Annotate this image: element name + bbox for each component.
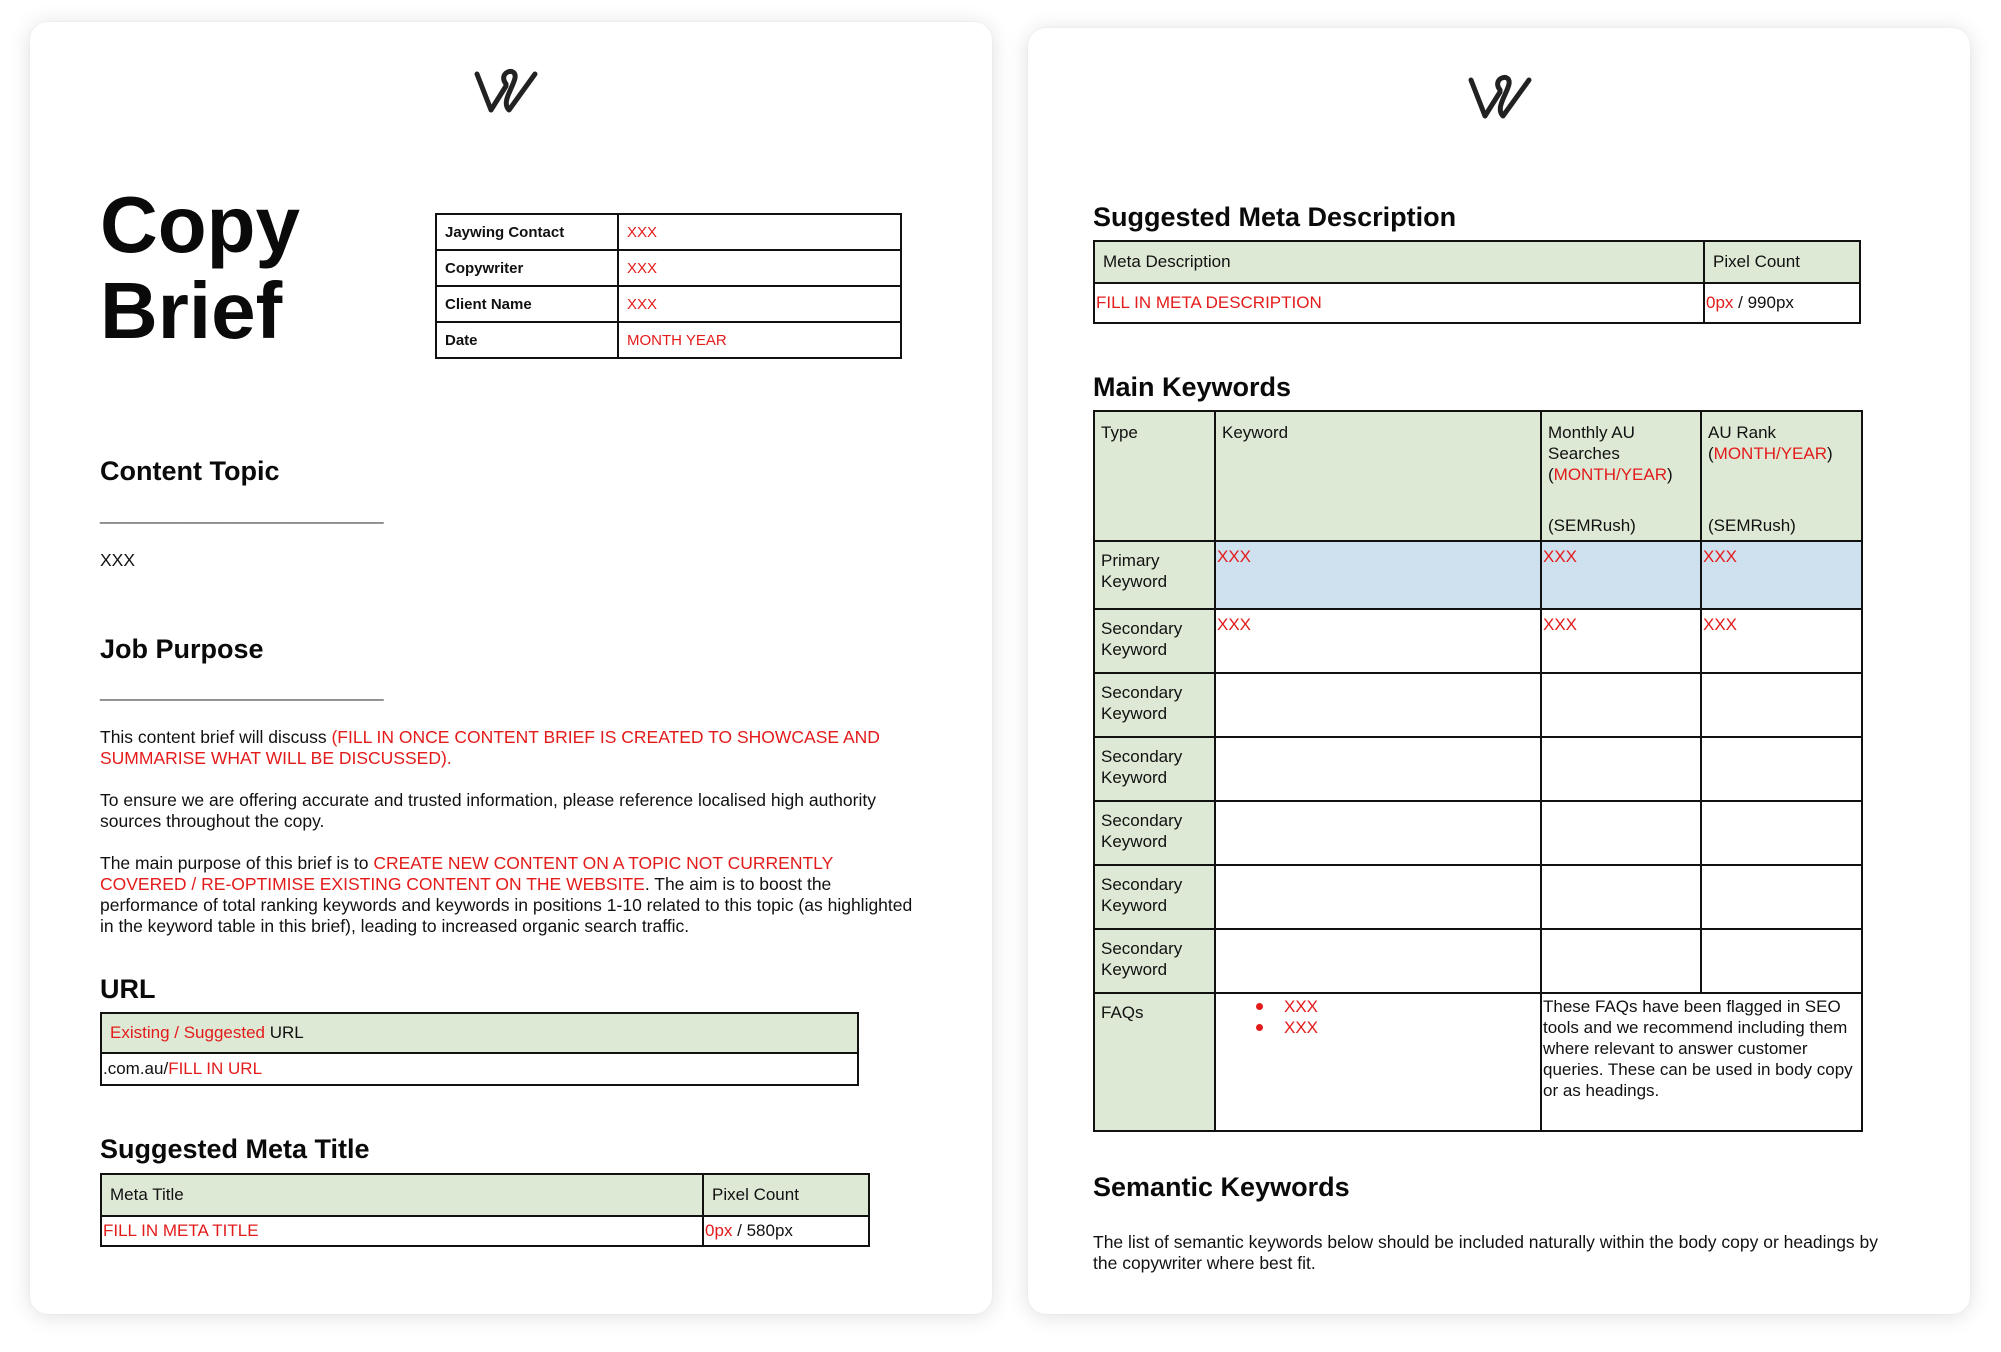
url-placeholder: FILL IN URL [168, 1059, 263, 1078]
table-row [1094, 541, 1862, 609]
keyword-type: Secondary Keyword [1094, 673, 1215, 737]
rank-value [1701, 865, 1862, 929]
pixel-count-current: 0px [705, 1221, 733, 1240]
info-value: XXX [618, 214, 901, 250]
searches-value [1541, 929, 1701, 993]
table-header-row [1094, 411, 1862, 541]
table-row [436, 214, 901, 250]
searches-value [1541, 673, 1701, 737]
content-topic-heading: Content Topic [100, 456, 280, 486]
meta-description-col-header: Meta Description [1094, 241, 1704, 283]
keyword-value: XXX [1215, 541, 1541, 609]
meta-title-pixel-count [703, 1216, 869, 1246]
job-purpose-paragraph-2: To ensure we are offering accurate and trusted information, please reference localised high authority sources throughout the copy. [100, 790, 876, 831]
jaywing-logo-icon [1465, 70, 1535, 122]
table-row [1094, 865, 1862, 929]
info-label: Client Name [436, 286, 618, 322]
meta-title-heading: Suggested Meta Title [100, 1134, 370, 1164]
paragraph-text: The main purpose of this brief is to [100, 853, 374, 873]
table-row [101, 1053, 858, 1085]
info-label: Copywriter [436, 250, 618, 286]
info-label: Jaywing Contact [436, 214, 618, 250]
paragraph-text: . The aim is to boost the performance of total ranking keywords and keywords in positions 1-10 related to this topic (as highlighted in the keyword table in this brief), leading to increased organic search traffic. [100, 874, 913, 936]
table-row [1094, 241, 1860, 283]
url-header-cell [101, 1013, 858, 1053]
rank-value [1701, 929, 1862, 993]
main-keywords-table [1093, 410, 1863, 1132]
meta-title-table [100, 1173, 870, 1247]
pixel-count-max: / 580px [732, 1221, 793, 1240]
list-item: XXX [1284, 996, 1534, 1017]
pixel-count-max: / 990px [1733, 293, 1794, 312]
url-domain: .com.au/ [103, 1059, 169, 1078]
jaywing-logo-icon [471, 64, 541, 116]
url-table [100, 1012, 859, 1086]
content-topic-divider: ______________________________ [100, 505, 384, 524]
pixel-count-col-header: Pixel Count [1704, 241, 1860, 283]
placeholder-text: (FILL IN ONCE CONTENT BRIEF IS CREATED TO SHOWCASE AND SUMMARISE WHAT WILL BE DISCUSSED). [100, 727, 880, 768]
url-heading: URL [100, 974, 156, 1004]
pixel-count-col-header: Pixel Count [703, 1174, 869, 1216]
table-row [436, 322, 901, 358]
rank-value [1701, 673, 1862, 737]
table-row [101, 1174, 869, 1216]
header-placeholder: MONTH/YEAR [1713, 444, 1828, 463]
job-purpose-divider: ______________________________ [100, 682, 384, 701]
meta-title-value: FILL IN META TITLE [101, 1216, 703, 1246]
table-row [436, 286, 901, 322]
url-header-red: Existing / Suggested [110, 1023, 265, 1042]
faq-list-cell [1215, 993, 1541, 1131]
searches-value: XXX [1541, 541, 1701, 609]
paragraph-text: This content brief will discuss [100, 727, 332, 747]
semantic-keywords-text: The list of semantic keywords below should be included naturally within the body copy or headings by the copywriter where best fit. [1093, 1232, 1879, 1273]
keyword-value [1215, 673, 1541, 737]
keyword-type: Secondary Keyword [1094, 801, 1215, 865]
searches-value [1541, 865, 1701, 929]
job-purpose-paragraph-3 [100, 853, 920, 937]
keyword-value [1215, 929, 1541, 993]
searches-value [1541, 737, 1701, 801]
keyword-type: Primary Keyword [1094, 541, 1215, 609]
keyword-type: FAQs [1094, 993, 1215, 1131]
meta-title-col-header: Meta Title [101, 1174, 703, 1216]
title-line-1: Copy [100, 180, 300, 269]
job-purpose-paragraph-1 [100, 727, 920, 769]
monthly-searches-col-header [1541, 411, 1701, 541]
header-text: Monthly AU Searches [1548, 423, 1635, 463]
header-placeholder: MONTH/YEAR [1553, 465, 1668, 484]
list-item: XXX [1284, 1017, 1534, 1038]
meta-description-heading: Suggested Meta Description [1093, 202, 1457, 232]
source-label: (SEMRush) [1548, 516, 1636, 535]
main-keywords-heading: Main Keywords [1093, 372, 1292, 402]
keyword-type: Secondary Keyword [1094, 609, 1215, 673]
header-text: ( [1548, 465, 1554, 484]
rank-value: XXX [1701, 541, 1862, 609]
searches-value: XXX [1541, 609, 1701, 673]
table-row-faqs [1094, 993, 1862, 1131]
url-value-cell [101, 1053, 858, 1085]
placeholder-text: CREATE NEW CONTENT ON A TOPIC NOT CURRENTLY COVERED / RE-OPTIMISE EXISTING CONTENT ON THE WEBSITE [100, 853, 833, 894]
header-text: AU Rank [1708, 423, 1777, 442]
source-label: (SEMRush) [1708, 516, 1796, 535]
faq-note: These FAQs have been flagged in SEO tools and we recommend including them where relevant to answer customer queries. These can be used in body copy or as headings. [1541, 993, 1862, 1131]
semantic-keywords-heading: Semantic Keywords [1093, 1172, 1350, 1202]
searches-value [1541, 801, 1701, 865]
title-line-2: Brief [100, 266, 283, 355]
keyword-value [1215, 737, 1541, 801]
rank-value [1701, 801, 1862, 865]
copy-brief-page-2 [1028, 28, 1970, 1314]
meta-description-value: FILL IN META DESCRIPTION [1094, 283, 1704, 323]
table-row [1094, 929, 1862, 993]
keyword-value [1215, 865, 1541, 929]
info-value: XXX [618, 286, 901, 322]
au-rank-col-header [1701, 411, 1862, 541]
meta-description-pixel-count [1704, 283, 1860, 323]
table-row [1094, 609, 1862, 673]
info-value: XXX [618, 250, 901, 286]
url-header-text: URL [264, 1023, 304, 1042]
job-purpose-heading: Job Purpose [100, 634, 264, 664]
type-col-header: Type [1094, 411, 1215, 541]
copy-brief-page-1 [30, 22, 992, 1314]
table-row [101, 1216, 869, 1246]
table-row [1094, 673, 1862, 737]
header-text: ( [1708, 444, 1714, 463]
table-row [1094, 283, 1860, 323]
table-row [1094, 801, 1862, 865]
keyword-type: Secondary Keyword [1094, 929, 1215, 993]
table-row [1094, 737, 1862, 801]
table-row [101, 1013, 858, 1053]
keyword-type: Secondary Keyword [1094, 865, 1215, 929]
header-text: ) [1667, 465, 1673, 484]
keyword-type: Secondary Keyword [1094, 737, 1215, 801]
rank-value [1701, 737, 1862, 801]
info-value: MONTH YEAR [618, 322, 901, 358]
pixel-count-current: 0px [1706, 293, 1734, 312]
keyword-value [1215, 801, 1541, 865]
document-title [100, 182, 300, 354]
info-label: Date [436, 322, 618, 358]
keyword-value: XXX [1215, 609, 1541, 673]
keyword-col-header: Keyword [1215, 411, 1541, 541]
brief-info-table [435, 213, 902, 359]
rank-value: XXX [1701, 609, 1862, 673]
header-text: ) [1827, 444, 1833, 463]
table-row [436, 250, 901, 286]
meta-description-table [1093, 240, 1861, 324]
content-topic-value: XXX [100, 550, 136, 570]
faq-list [1222, 996, 1534, 1038]
